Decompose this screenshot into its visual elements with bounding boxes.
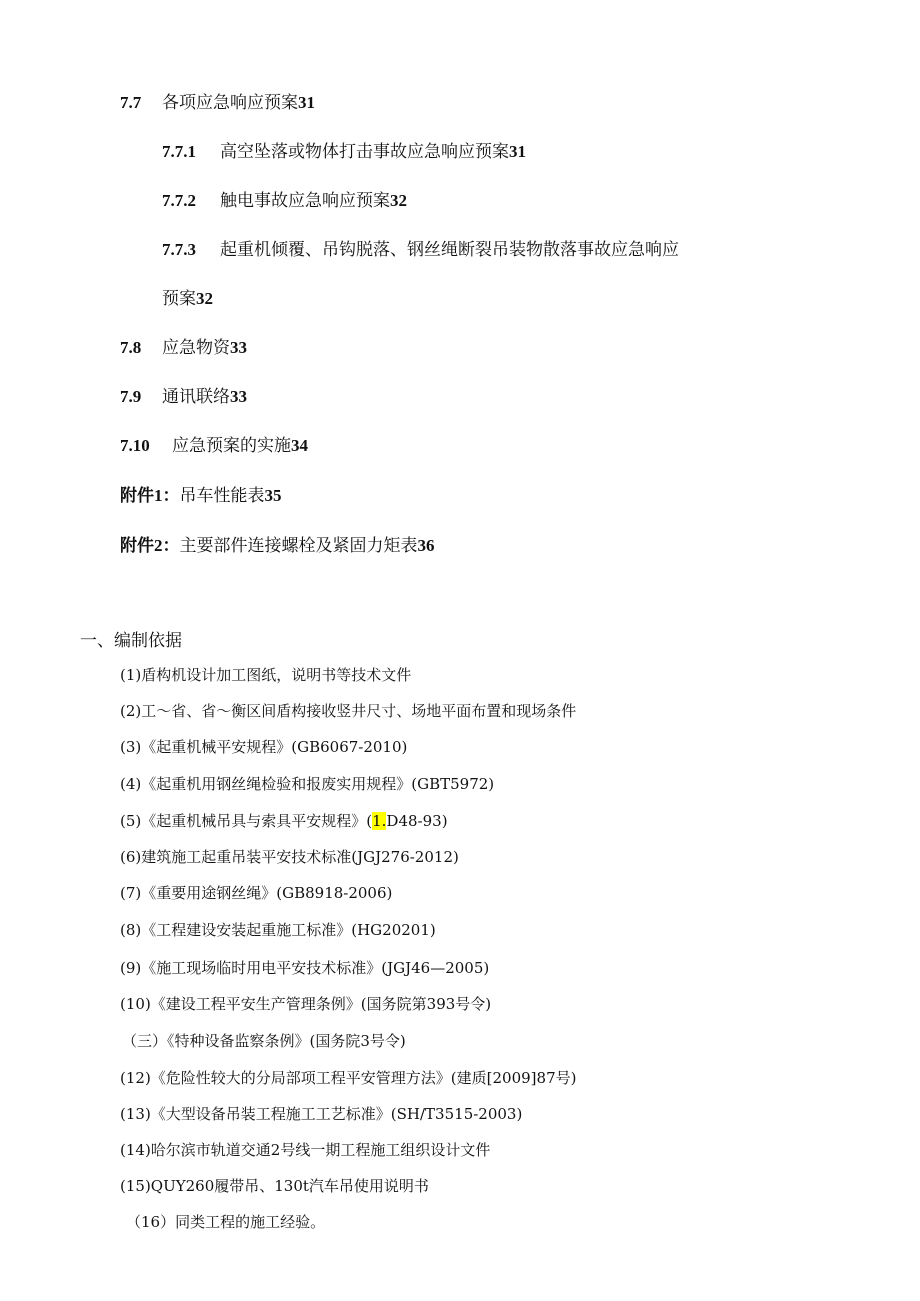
toc-number: 7.8: [120, 338, 142, 357]
toc-entry-7-7-1[interactable]: [162, 137, 526, 162]
toc-page: 34: [291, 436, 308, 455]
highlighted-text: 1.: [372, 812, 387, 830]
toc-entry-appendix-1[interactable]: [120, 481, 282, 506]
toc-number: 7.9: [120, 387, 142, 406]
toc-entry-7-9[interactable]: [120, 382, 247, 407]
toc-title: 通讯联络: [162, 387, 230, 407]
toc-page: 32: [390, 191, 407, 210]
reference-item: (2)工～省、省～衡区间盾构接收竖井尺寸、场地平面布置和现场条件: [120, 702, 577, 720]
toc-entry-7-7-3-continued[interactable]: [162, 284, 213, 309]
toc-entry-appendix-2[interactable]: [120, 531, 435, 556]
reference-item: （16）同类工程的施工经验。: [126, 1213, 326, 1231]
reference-item: [120, 810, 448, 831]
toc-number: 7.7.2: [162, 191, 196, 210]
reference-item: (9)《施工现场临时用电平安技术标准》(JGJ46—2005): [120, 959, 490, 977]
toc-number: 7.7.3: [162, 240, 196, 259]
toc-title: 应急预案的实施: [172, 436, 291, 456]
toc-page: 31: [509, 142, 526, 161]
reference-item: (3)《起重机械平安规程》(GB6067-2010): [120, 738, 408, 756]
reference-text: D48-93): [386, 812, 448, 830]
toc-title: 吊车性能表: [179, 486, 265, 506]
reference-item: (8)《工程建设安装起重施工标准》(HG20201): [120, 921, 436, 939]
reference-item: (14)哈尔滨市轨道交通2号线一期工程施工组织设计文件: [120, 1141, 491, 1159]
reference-item: (12)《危险性较大的分局部项工程平安管理方法》(建质[2009]87号): [120, 1069, 577, 1087]
reference-item: (7)《重要用途钢丝绳》(GB8918-2006): [120, 884, 393, 902]
toc-title: 各项应急响应预案: [162, 93, 298, 113]
toc-number: 附件1：: [120, 486, 180, 505]
toc-page: 35: [264, 486, 282, 505]
reference-item: （三）《特种设备监察条例》(国务院3号令): [122, 1032, 406, 1050]
toc-page: 31: [298, 93, 315, 112]
toc-title-continued: 预案: [162, 289, 196, 309]
toc-entry-7-7-3[interactable]: [162, 235, 679, 260]
toc-number: 7.10: [120, 436, 150, 455]
toc-title: 起重机倾覆、吊钩脱落、钢丝绳断裂吊装物散落事故应急响应: [220, 240, 679, 260]
reference-item: (10)《建设工程平安生产管理条例》(国务院第393号令): [120, 995, 492, 1013]
reference-item: (15)QUY260履带吊、130t汽车吊使用说明书: [120, 1177, 429, 1195]
toc-title: 应急物资: [162, 338, 230, 358]
toc-entry-7-7-2[interactable]: [162, 186, 407, 211]
toc-page: 32: [196, 289, 213, 308]
toc-title: 触电事故应急响应预案: [220, 191, 390, 211]
toc-page: 33: [230, 387, 247, 406]
toc-entry-7-10[interactable]: [120, 431, 308, 456]
toc-entry-7-8[interactable]: [120, 333, 247, 358]
reference-item: (13)《大型设备吊装工程施工工艺标准》(SH/T3515-2003): [120, 1105, 523, 1123]
reference-item: (6)建筑施工起重吊装平安技术标准(JGJ276-2012): [120, 848, 459, 866]
reference-text: (5)《起重机械吊具与索具平安规程》(: [120, 812, 373, 830]
reference-item: (1)盾构机设计加工图纸，说明书等技术文件: [120, 666, 412, 684]
toc-page: 36: [417, 536, 435, 555]
toc-title: 主要部件连接螺栓及紧固力矩表: [179, 536, 418, 556]
toc-title: 高空坠落或物体打击事故应急响应预案: [220, 142, 509, 162]
toc-number: 7.7: [120, 93, 142, 112]
toc-page: 33: [230, 338, 247, 357]
toc-entry-7-7[interactable]: [120, 88, 315, 113]
toc-number: 附件2：: [120, 536, 180, 555]
section-heading: 一、编制依据: [80, 631, 182, 651]
reference-item: (4)《起重机用钢丝绳检验和报废实用规程》(GBT5972): [120, 775, 495, 793]
toc-number: 7.7.1: [162, 142, 196, 161]
